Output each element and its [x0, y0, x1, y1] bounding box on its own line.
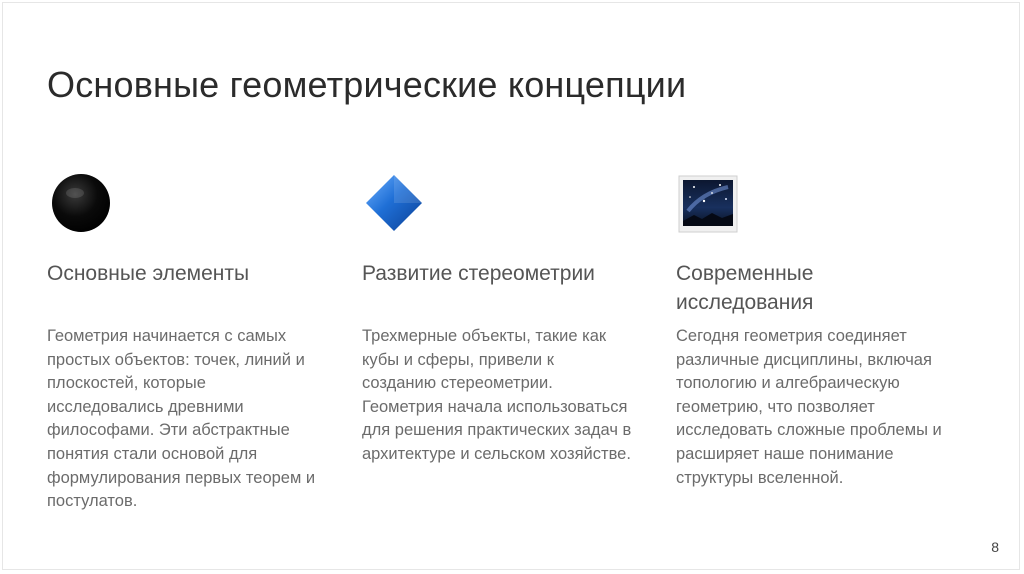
night-sky-picture-icon [676, 173, 740, 237]
column-body-text: Геометрия начинается с самых простых объектов: точек, линий и плоскостей, которые исследовались древними философами. Эти абстрактные понятия стали основой для формулирования первых теорем и постулатов. [47, 327, 316, 511]
column-heading: Развитие стереометрии [362, 262, 595, 285]
slide [2, 2, 1020, 570]
column-body-text: Трехмерные объекты, такие как кубы и сферы, привели к созданию стереометрии. Геометрия начала использоваться для решения практических задач в архитектуре и сельском хозяйстве. [362, 327, 632, 463]
page-title: Основные геометрические концепции [47, 64, 687, 105]
blue-diamond-icon [362, 173, 426, 237]
column-heading: Основные элементы [47, 262, 250, 285]
column-heading: Современные исследования [676, 262, 814, 314]
concept-column-modern-research [676, 173, 976, 487]
column-body-text: Сегодня геометрия соединяет различные дисциплины, включая топологию и алгебраическую геометрию, что позволяет исследовать сложные проблемы и расширяет наше понимание структуры вселенной. [676, 327, 942, 487]
concept-column-basic-elements [47, 173, 337, 511]
black-sphere-icon [47, 173, 111, 237]
concept-column-stereometry [362, 173, 652, 463]
page-number: 8 [991, 539, 999, 555]
